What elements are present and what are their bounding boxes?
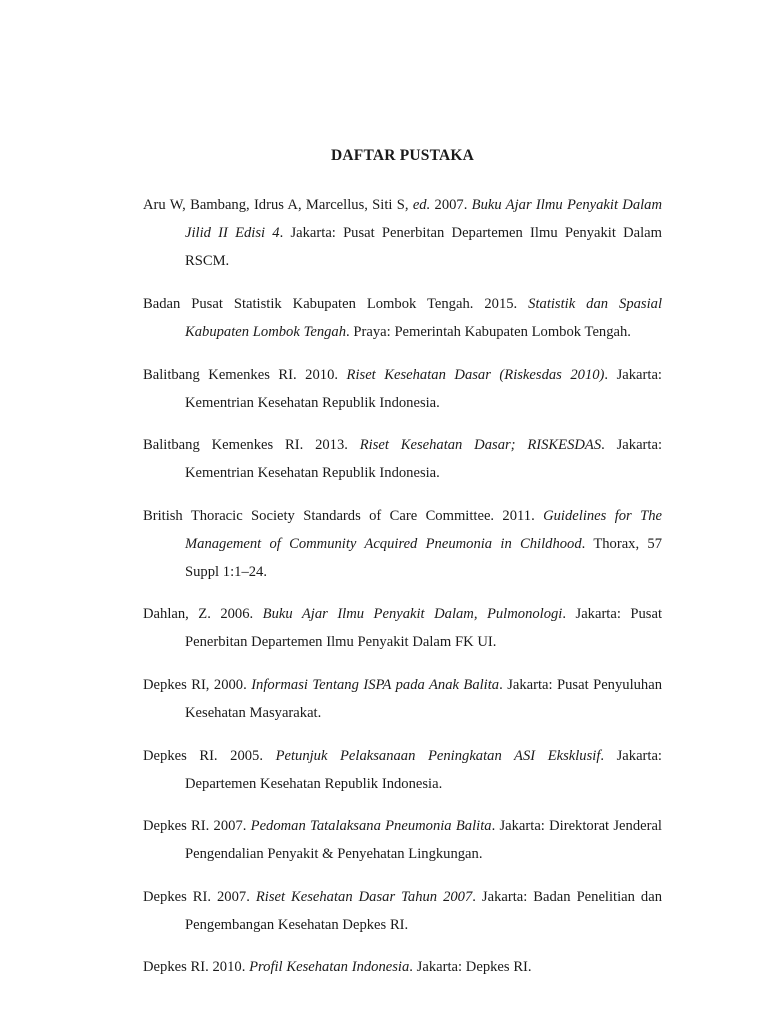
reference-text: Balitbang Kemenkes RI. 2013. <box>143 437 360 454</box>
reference-entry <box>143 742 662 798</box>
reference-text: . Jakarta: Pusat Penyuluhan Kesehatan Masyarakat. <box>185 676 662 721</box>
reference-title-italic: Guidelines for The Management of Community Acquired Pneumonia in Childhood <box>185 507 662 552</box>
reference-title-italic: Riset Kesehatan Dasar (Riskesdas 2010) <box>346 366 605 383</box>
reference-entry <box>143 290 662 346</box>
reference-title-italic: ed. <box>412 197 431 214</box>
reference-text: Depkes RI. 2007. <box>143 888 256 905</box>
reference-entry <box>143 191 662 275</box>
reference-title-italic: Riset Kesehatan Dasar; RISKESDAS <box>359 437 602 454</box>
reference-entry <box>143 502 662 586</box>
reference-text: 2007. <box>430 197 472 214</box>
reference-text: Dahlan, Z. 2006. <box>143 606 263 623</box>
reference-text: . Jakarta: Depkes RI. <box>409 959 532 976</box>
reference-title-italic: Informasi Tentang ISPA pada Anak Balita <box>251 676 500 693</box>
reference-text: . Jakarta: Pusat Penerbitan Departemen Ilmu Penyakit Dalam FK UI. <box>185 606 663 651</box>
reference-text: Balitbang Kemenkes RI. 2010. <box>143 366 347 383</box>
reference-title-italic: Pedoman Tatalaksana Pneumonia Balita <box>250 818 492 835</box>
reference-entry <box>143 361 662 417</box>
reference-text: . Jakarta: Direktorat Jenderal Pengendalian Penyakit & Penyehatan Lingkungan. <box>185 818 662 863</box>
reference-list <box>143 191 662 981</box>
page-title: DAFTAR PUSTAKA <box>330 147 475 164</box>
reference-text: British Thoracic Society Standards of Care Committee. 2011. <box>143 507 544 524</box>
reference-entry <box>143 812 662 868</box>
reference-title-italic: Statistik dan Spasial Kabupaten Lombok Tengah <box>185 295 662 340</box>
reference-text: Depkes RI, 2000. <box>143 676 252 693</box>
reference-text: . Praya: Pemerintah Kabupaten Lombok Tengah. <box>346 323 631 340</box>
reference-entry <box>143 883 662 939</box>
reference-text: . Jakarta: Kementrian Kesehatan Republik Indonesia. <box>185 437 662 482</box>
reference-text: Depkes RI. 2007. <box>143 818 251 835</box>
page-content <box>143 146 662 981</box>
reference-entry <box>143 431 662 487</box>
reference-text: Depkes RI. 2005. <box>143 747 276 764</box>
reference-title-italic: Profil Kesehatan Indonesia <box>249 959 410 976</box>
reference-text: . Jakarta: Departemen Kesehatan Republik Indonesia. <box>185 747 662 792</box>
reference-entry <box>143 671 662 727</box>
reference-text: . Jakarta: Badan Penelitian dan Pengembangan Kesehatan Depkes RI. <box>185 888 662 933</box>
reference-text: . Jakarta: Pusat Penerbitan Departemen Ilmu Penyakit Dalam RSCM. <box>185 225 663 270</box>
reference-title-italic: Riset Kesehatan Dasar Tahun 2007 <box>255 888 473 905</box>
reference-text: . Jakarta: Kementrian Kesehatan Republik Indonesia. <box>185 366 662 411</box>
reference-title-italic: Buku Ajar Ilmu Penyakit Dalam Jilid II Edisi 4 <box>185 197 663 242</box>
reference-entry <box>143 600 662 656</box>
reference-text: . Thorax, 57 Suppl 1:1–24. <box>185 535 662 580</box>
reference-text: Depkes RI. 2010. <box>143 959 250 976</box>
reference-entry <box>143 953 662 981</box>
reference-text: Aru W, Bambang, Idrus A, Marcellus, Siti S, <box>143 197 413 214</box>
reference-title-italic: Buku Ajar Ilmu Penyakit Dalam, Pulmonologi <box>262 606 563 623</box>
reference-title-italic: Petunjuk Pelaksanaan Peningkatan ASI Eksklusif <box>275 747 601 764</box>
reference-text: Badan Pusat Statistik Kabupaten Lombok Tengah. 2015. <box>143 295 529 312</box>
